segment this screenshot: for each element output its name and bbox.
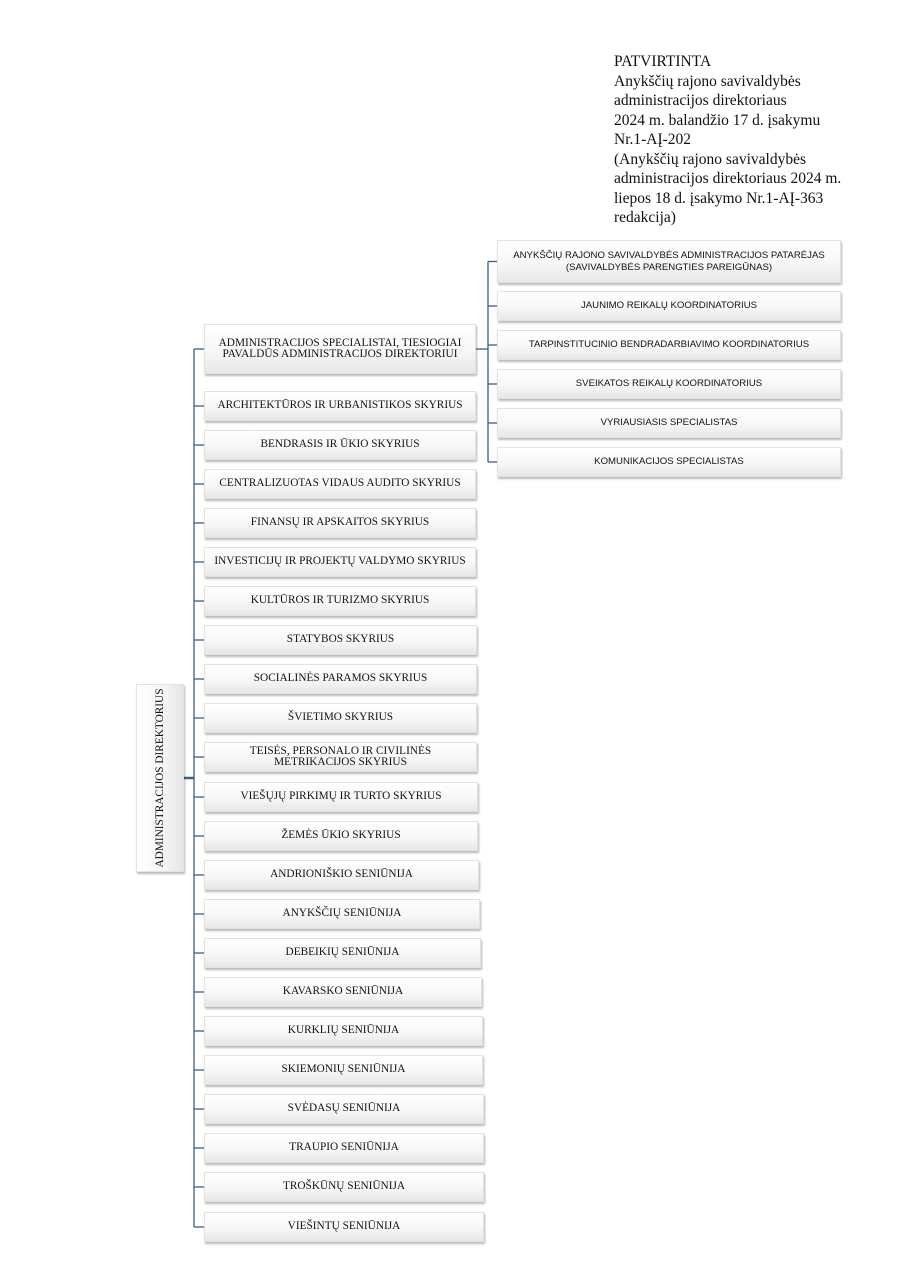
approval-line: administracijos direktoriaus 2024 m. bbox=[614, 170, 842, 187]
specialist-box: SVEIKATOS REIKALŲ KOORDINATORIUS bbox=[497, 369, 841, 399]
approval-line: liepos 18 d. įsakymo Nr.1-AĮ-363 bbox=[614, 189, 824, 207]
unit-box: BENDRASIS IR ŪKIO SKYRIUS bbox=[204, 430, 476, 460]
unit-box: KURKLIŲ SENIŪNIJA bbox=[204, 1016, 483, 1046]
approval-line: PATVIRTINTA bbox=[614, 53, 712, 70]
root-node-director bbox=[136, 684, 184, 872]
unit-box: KULTŪROS IR TURIZMO SKYRIUS bbox=[204, 586, 476, 616]
approval-line: 2024 m. balandžio 17 d. įsakymu bbox=[614, 111, 821, 129]
unit-box: TEISĖS, PERSONALO IR CIVILINĖS METRIKACIJOS SKYRIUS bbox=[204, 742, 477, 772]
specialist-box: ANYKŠČIŲ RAJONO SAVIVALDYBĖS ADMINISTRACIJOS PATARĖJAS (SAVIVALDYBĖS PARENGTIES PAREIGŪNAS) bbox=[497, 240, 841, 283]
unit-box: SVĖDASŲ SENIŪNIJA bbox=[204, 1094, 484, 1124]
approval-line: administracijos direktoriaus bbox=[614, 92, 787, 109]
specialist-box: KOMUNIKACIJOS SPECIALISTAS bbox=[497, 447, 841, 477]
unit-box: TROŠKŪNŲ SENIŪNIJA bbox=[204, 1172, 484, 1202]
unit-box: VIEŠŲJŲ PIRKIMŲ IR TURTO SKYRIUS bbox=[204, 782, 478, 812]
specialist-box: TARPINSTITUCINIO BENDRADARBIAVIMO KOORDINATORIUS bbox=[497, 330, 841, 360]
unit-box: ARCHITEKTŪROS IR URBANISTIKOS SKYRIUS bbox=[204, 391, 476, 421]
unit-box: CENTRALIZUOTAS VIDAUS AUDITO SKYRIUS bbox=[204, 469, 476, 499]
unit-box: DEBEIKIŲ SENIŪNIJA bbox=[204, 938, 481, 968]
unit-box: ŽEMĖS ŪKIO SKYRIUS bbox=[204, 821, 478, 851]
unit-box: TRAUPIO SENIŪNIJA bbox=[204, 1133, 484, 1163]
unit-box: ANDRIONIŠKIO SENIŪNIJA bbox=[204, 860, 479, 890]
unit-box: SOCIALINĖS PARAMOS SKYRIUS bbox=[204, 664, 477, 694]
approval-line: Nr.1-AĮ-202 bbox=[614, 131, 692, 148]
approval-line: redakcija) bbox=[614, 209, 676, 226]
unit-box: ŠVIETIMO SKYRIUS bbox=[204, 703, 477, 733]
unit-box: ADMINISTRACIJOS SPECIALISTAI, TIESIOGIAI PAVALDŪS ADMINISTRACIJOS DIREKTORIUI bbox=[204, 324, 476, 374]
unit-box: KAVARSKO SENIŪNIJA bbox=[204, 977, 482, 1007]
unit-box: SKIEMONIŲ SENIŪNIJA bbox=[204, 1055, 483, 1085]
unit-box: FINANSŲ IR APSKAITOS SKYRIUS bbox=[204, 508, 476, 538]
unit-box: STATYBOS SKYRIUS bbox=[204, 625, 477, 655]
root-node-label: ADMINISTRACIJOS DIREKTORIUS bbox=[154, 688, 166, 868]
unit-box: VIEŠINTŲ SENIŪNIJA bbox=[204, 1212, 484, 1242]
unit-box: ANYKŠČIŲ SENIŪNIJA bbox=[204, 899, 480, 929]
specialist-box: VYRIAUSIASIS SPECIALISTAS bbox=[497, 408, 841, 438]
specialist-box: JAUNIMO REIKALŲ KOORDINATORIUS bbox=[497, 291, 841, 321]
approval-line: Anykščių rajono savivaldybės bbox=[614, 72, 801, 90]
unit-box: INVESTICIJŲ IR PROJEKTŲ VALDYMO SKYRIUS bbox=[204, 547, 476, 577]
approval-line: (Anykščių rajono savivaldybės bbox=[614, 150, 806, 168]
